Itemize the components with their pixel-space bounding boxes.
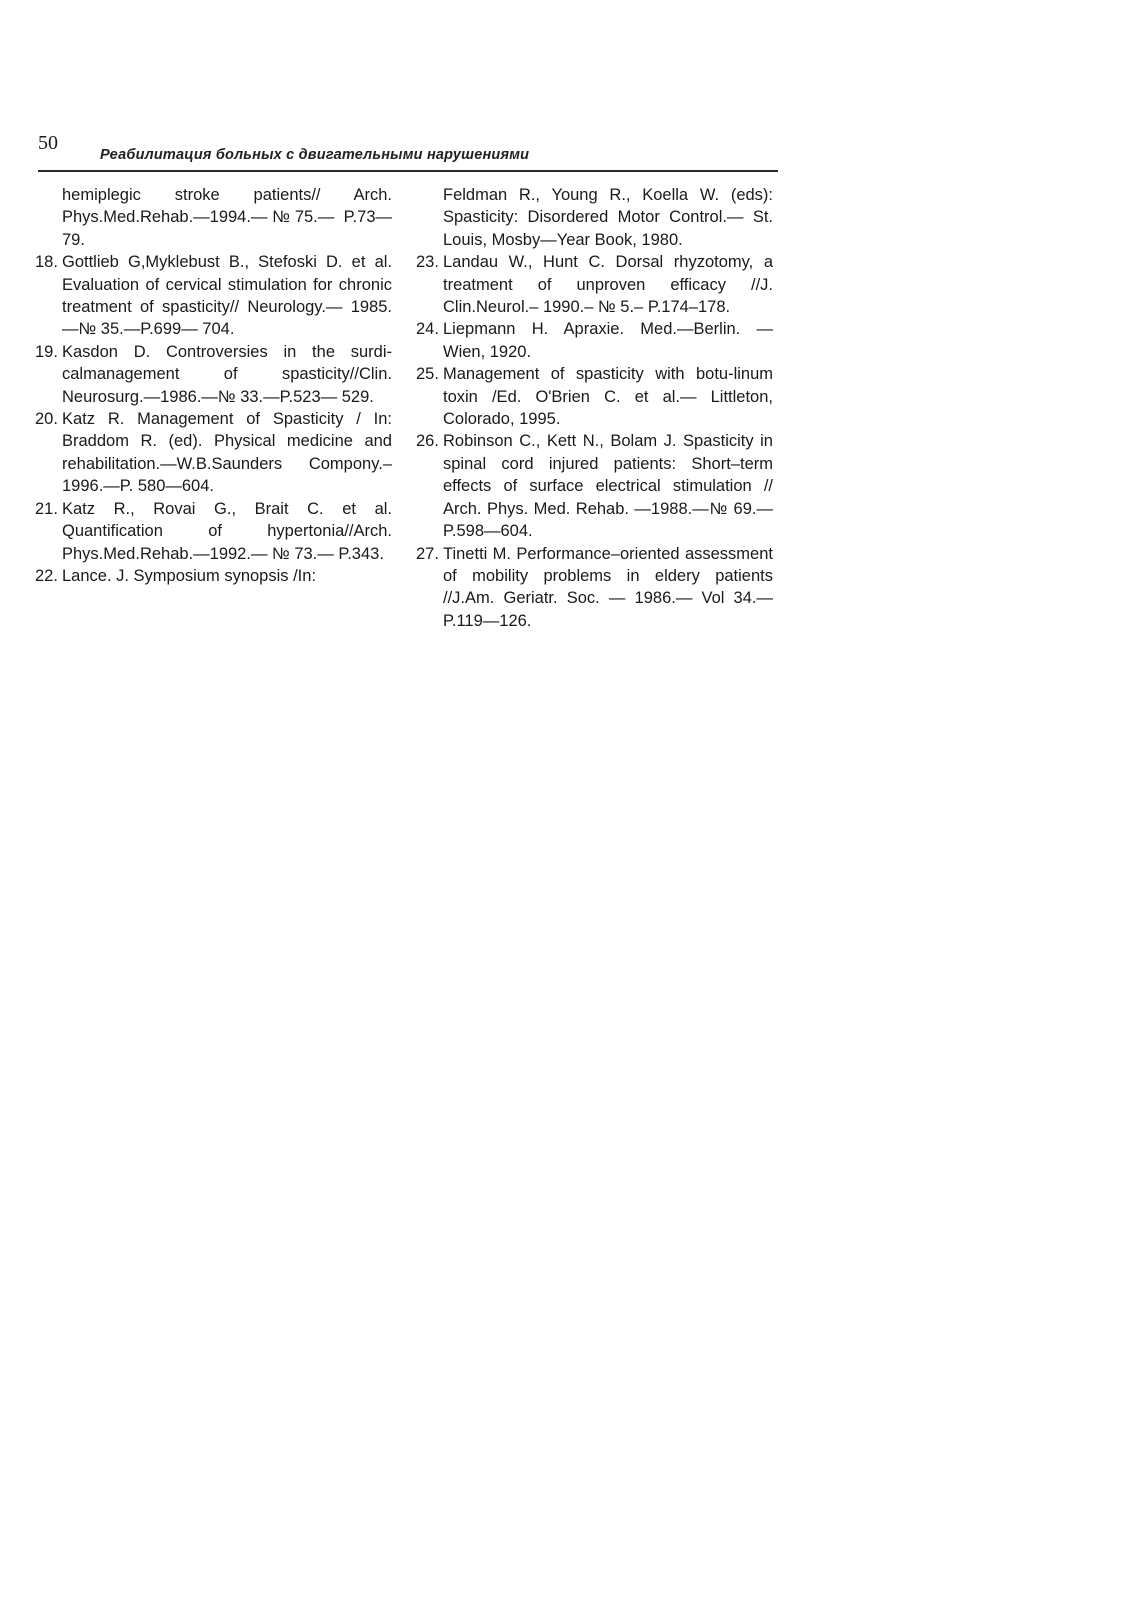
reference-entry [416, 430, 773, 542]
running-title: Реабилитация больных с двигательными нарушениями [100, 147, 530, 163]
reference-entry [35, 251, 392, 341]
reference-text: Lance. J. Symposium synopsis /In: [62, 566, 317, 585]
reference-number: 21. [35, 499, 58, 518]
reference-entry [35, 498, 392, 565]
reference-text: Landau W., Hunt C. Dorsal rhyzotomy, a treatment of unproven efficacy //J. Clin.Neurol.– 1990.– № 5.– P.174–178. [443, 253, 773, 317]
reference-number: 19. [35, 342, 58, 361]
reference-entry [35, 341, 392, 408]
reference-text: Katz R. Management of Spasticity / In: Braddom R. (ed). Physical medicine and rehabilitation.—W.B.Saunders Compony.–1996.—P. 580—604. [62, 410, 392, 496]
reference-continuation: Feldman R., Young R., Koella W. (eds): Spasticity: Disordered Motor Control.— St. Louis, Mosby—Year Book, 1980. [443, 186, 773, 249]
reference-entry [416, 318, 773, 363]
reference-text: Gottlieb G,Myklebust B., Stefoski D. et al. Evaluation of cervical stimulation for chronic treatment of spasticity// Neurology.— 1985.—№ 35.—P.699— 704. [62, 253, 392, 339]
header-rule [38, 170, 778, 172]
reference-text: Tinetti M. Performance–oriented assessment of mobility problems in eldery patients //J.Am. Geriatr. Soc. — 1986.— Vol 34.—P.119—126. [443, 544, 773, 630]
reference-continuation: hemiplegic stroke patients// Arch. Phys.Med.Rehab.—1994.—№75.— P.73—79. [62, 186, 392, 249]
reference-entry [416, 363, 773, 430]
reference-number: 26. [416, 432, 439, 451]
left-column [35, 184, 392, 587]
right-column [416, 184, 773, 632]
reference-entry [416, 543, 773, 633]
reference-entry [416, 251, 773, 318]
reference-text: Kasdon D. Controversies in the surdi-calmanagement of spasticity//Clin. Neurosurg.—1986.—№ 33.—P.523— 529. [62, 342, 392, 406]
reference-entry [35, 565, 392, 587]
page-number: 50 [38, 132, 58, 154]
reference-number: 23. [416, 253, 439, 272]
reference-number: 25. [416, 365, 439, 384]
reference-text: Liepmann H. Apraxie. Med.—Berlin. — Wien, 1920. [443, 320, 773, 361]
reference-text: Katz R., Rovai G., Brait C. et al. Quantification of hypertonia//Arch. Phys.Med.Rehab.—1992.— № 73.— P.343. [62, 499, 392, 563]
reference-number: 27. [416, 544, 439, 563]
reference-text: Robinson C., Kett N., Bolam J. Spasticity in spinal cord injured patients: Short–term effects of surface electrical stimulation // Arch. Phys. Med. Rehab. —1988.—№ 69.—P.598—604. [443, 432, 773, 541]
reference-entry [35, 408, 392, 498]
reference-text: Management of spasticity with botu-linum toxin /Ed. O'Brien C. et al.— Littleton, Colorado, 1995. [443, 365, 773, 429]
reference-number: 24. [416, 320, 439, 339]
reference-number: 22. [35, 566, 58, 585]
reference-number: 18. [35, 253, 58, 272]
reference-number: 20. [35, 410, 58, 429]
